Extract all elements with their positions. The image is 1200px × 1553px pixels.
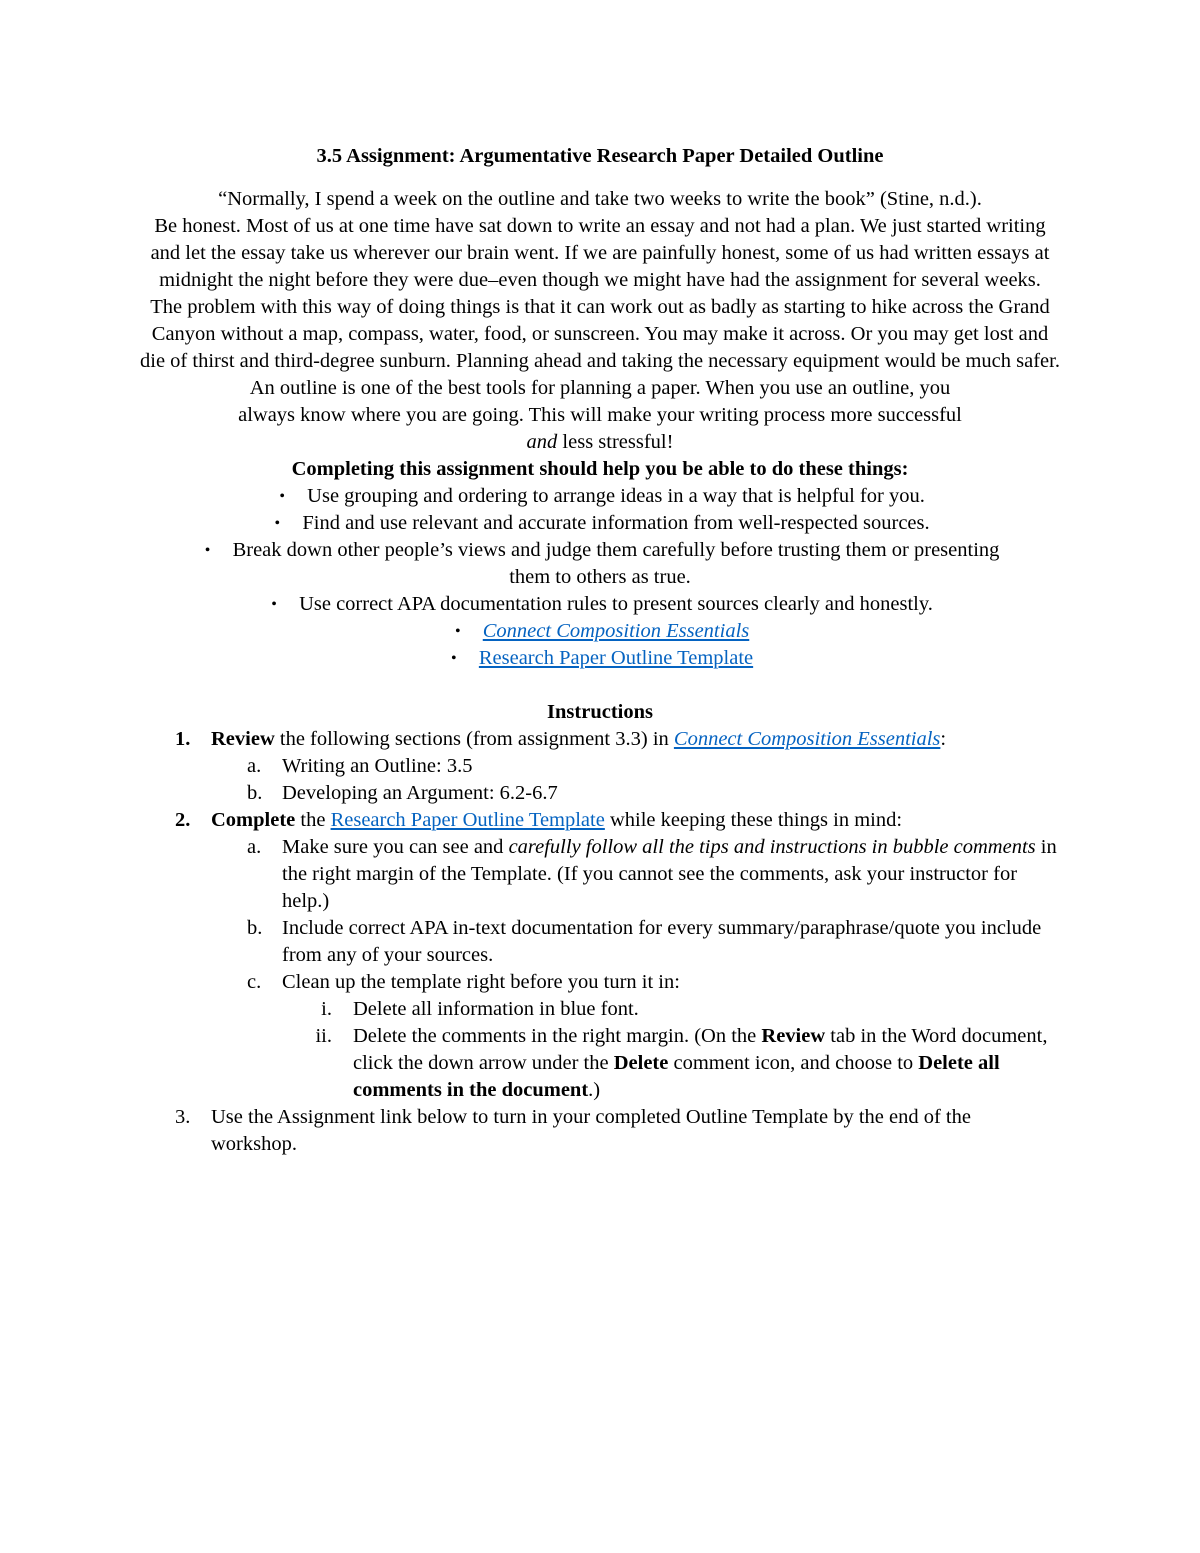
sub-item [211, 969, 1060, 1104]
roman-bold: Delete [613, 1052, 669, 1074]
step-1 [140, 726, 1060, 807]
link-item [140, 645, 1060, 672]
sub-text: Developing an Argument: 6.2-6.7 [282, 782, 558, 804]
step-3 [140, 1104, 1060, 1158]
connect-composition-link[interactable]: Connect Composition Essentials [482, 620, 750, 642]
goal-item [140, 483, 1060, 510]
goal-text: Break down other people’s views and judge them carefully before trusting them or presenting them to others as true. [232, 539, 1000, 588]
sub-letter: a. [247, 836, 262, 858]
step-number: 3. [175, 1106, 191, 1128]
bullet-icon: • [454, 623, 461, 640]
page-title: 3.5 Assignment: Argumentative Research Paper Detailed Outline [316, 145, 884, 167]
goal-item [140, 591, 1060, 618]
sub-text: Include correct APA in-text documentation for every summary/paraphrase/quote you include from any of your sources. [282, 917, 1042, 966]
roman-bold: Review [761, 1025, 826, 1047]
sub-text: in the right margin of the Template. (If you cannot see the comments, ask your instructor for help.) [282, 836, 1057, 912]
bullet-icon: • [271, 596, 277, 613]
sub-letter: b. [247, 782, 263, 804]
intro-paragraph-3 [140, 375, 1060, 456]
roman-text: Delete all information in blue font. [353, 998, 639, 1020]
sub-emphasis: carefully follow all the tips and instructions in bubble comments [508, 836, 1036, 858]
step-2 [140, 807, 1060, 1104]
para3-start: An outline is one of the best tools for planning a paper. When you use an outline, you always know where you are going. This will make your writing process more successful [238, 377, 962, 426]
goal-item [140, 510, 1060, 537]
step-2-verb: Complete [211, 809, 296, 831]
para3-emphasis: and [526, 431, 558, 453]
roman-bold: Delete all comments in the document [353, 1052, 1000, 1101]
instructions-heading: Instructions [547, 701, 653, 723]
goal-item [140, 537, 1060, 591]
roman-item [282, 996, 1060, 1023]
step-2-sublist [211, 834, 1060, 1104]
step-1-end: : [940, 728, 947, 750]
roman-number: i. [321, 998, 332, 1020]
step-1-sublist [211, 753, 1060, 807]
goal-text: Use correct APA documentation rules to present sources clearly and honestly. [299, 593, 933, 615]
step-1-connect-link[interactable]: Connect Composition Essentials [673, 728, 941, 750]
step-2-template-link[interactable]: Research Paper Outline Template [330, 809, 605, 831]
roman-text: comment icon, and choose to [668, 1052, 919, 1074]
link-item [140, 618, 1060, 645]
cleanup-sublist [282, 996, 1060, 1104]
sub-text: Clean up the template right before you turn it in: [282, 971, 680, 993]
para3-end: less stressful! [557, 431, 674, 453]
goals-list [140, 483, 1060, 618]
goal-text: Find and use relevant and accurate information from well-respected sources. [302, 512, 930, 534]
goals-heading: Completing this assignment should help you be able to do these things: [291, 458, 909, 480]
sub-item [211, 834, 1060, 915]
roman-text: Delete the comments in the right margin. (On the [353, 1025, 762, 1047]
sub-letter: a. [247, 755, 262, 777]
sub-text: Writing an Outline: 3.5 [282, 755, 473, 777]
step-2-text: the [295, 809, 331, 831]
roman-text: tab in the Word document, click the down arrow under the [353, 1025, 1048, 1074]
step-2-end: while keeping these things in mind: [604, 809, 903, 831]
resource-links [140, 618, 1060, 672]
bullet-icon: • [204, 542, 211, 559]
roman-item [282, 1023, 1060, 1104]
opening-quote: “Normally, I spend a week on the outline and take two weeks to write the book” (Stine, n.d.). [218, 188, 982, 210]
roman-number: ii. [315, 1025, 332, 1047]
sub-letter: c. [247, 971, 262, 993]
sub-letter: b. [247, 917, 263, 939]
sub-item [211, 780, 1060, 807]
intro-paragraph-2: The problem with this way of doing things is that it can work out as badly as starting to hike across the Grand Canyon without a map, compass, water, food, or sunscreen. You may make it across. Or you may get lost and die of thirst and third-degree sunburn. Planning ahead and taking the necessary equipment would be much safer. [140, 296, 1060, 372]
sub-item [211, 915, 1060, 969]
intro-paragraph-1: Be honest. Most of us at one time have sat down to write an essay and not had a plan. We just started writing and let the essay take us wherever our brain went. If we are painfully honest, some of us had written essays at midnight the night before they were due–even though we might have had the assignment for several weeks. [150, 215, 1050, 291]
outline-template-link[interactable]: Research Paper Outline Template [478, 647, 754, 669]
goal-text: Use grouping and ordering to arrange ideas in a way that is helpful for you. [307, 485, 925, 507]
step-1-verb: Review [211, 728, 275, 750]
bullet-icon: • [274, 515, 281, 532]
step-3-text: Use the Assignment link below to turn in your completed Outline Template by the end of the workshop. [211, 1106, 971, 1155]
instructions-list [140, 726, 1060, 1158]
step-number: 2. [175, 809, 191, 831]
bullet-icon: • [279, 488, 285, 505]
sub-text: Make sure you can see and [282, 836, 509, 858]
bullet-icon: • [451, 650, 457, 667]
roman-text: .) [588, 1079, 601, 1101]
step-1-text: the following sections (from assignment 3.3) in [274, 728, 674, 750]
sub-item [211, 753, 1060, 780]
step-number: 1. [175, 728, 191, 750]
